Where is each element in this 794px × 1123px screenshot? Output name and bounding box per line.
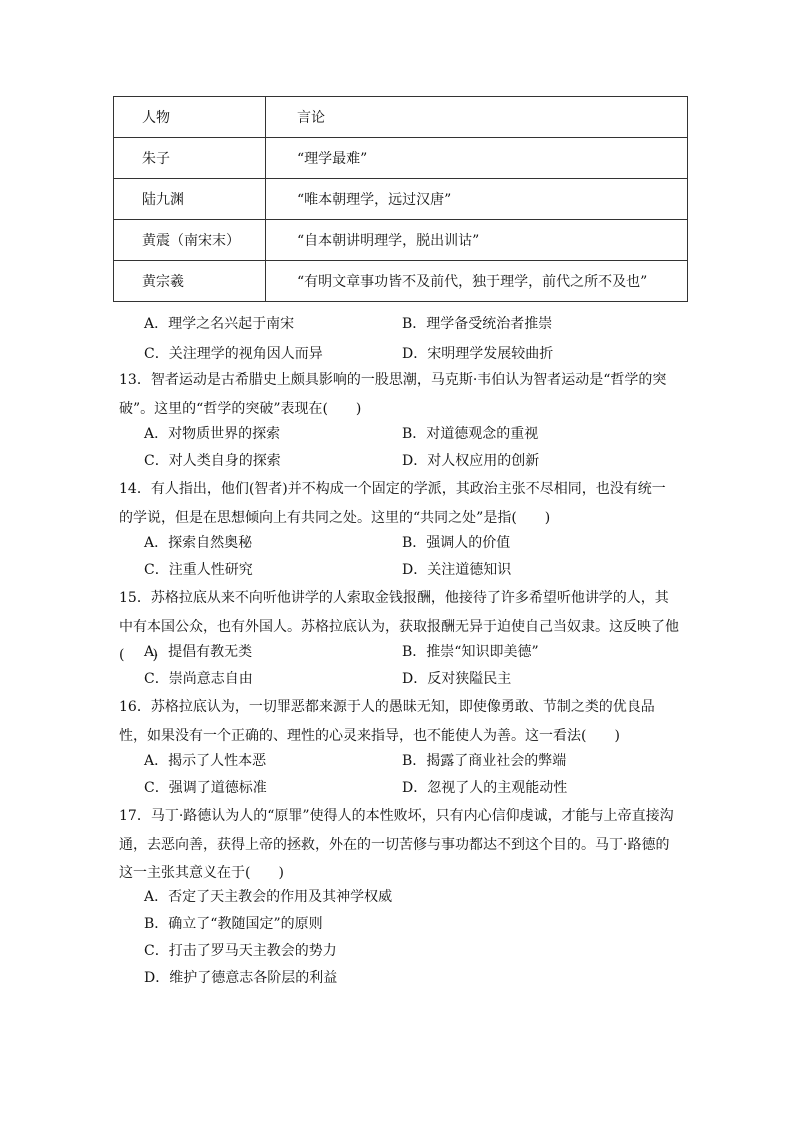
q12-option-a[interactable]: A．理学之名兴起于南宋 (144, 316, 295, 332)
q16-option-d[interactable]: D．忽视了人的主观能动性 (402, 780, 568, 796)
quote-table (113, 96, 688, 302)
q17-option-d[interactable]: D．维护了德意志各阶层的利益 (144, 970, 338, 986)
q13-option-c[interactable]: C．对人类自身的探索 (144, 453, 281, 469)
table-cell-quote: “唯本朝理学，远过汉唐” (266, 179, 688, 220)
q15-stem: 15．苏格拉底从来不向听他讲学的人索取金钱报酬，他接待了许多希望听他讲学的人，其中有本国公众，也有外国人。苏格拉底认为，获取报酬无异于迫使自己当奴隶。这反映了他( ) (119, 590, 679, 663)
table-cell-person: 黄宗羲 (114, 261, 266, 302)
table-cell-quote: “理学最难” (266, 138, 688, 179)
q16-option-c[interactable]: C．强调了道德标准 (144, 780, 267, 796)
q16-stem: 16．苏格拉底认为，一切罪恶都来源于人的愚昧无知，即使像勇敢、节制之类的优良品性，如果没有一个正确的、理性的心灵来指导，也不能使人为善。这一看法( ) (119, 699, 655, 744)
q15-option-d[interactable]: D．反对狭隘民主 (402, 671, 512, 687)
table-header-row (114, 97, 688, 138)
q14-option-c[interactable]: C．注重人性研究 (144, 562, 253, 578)
q12-option-b[interactable]: B．理学备受统治者推崇 (402, 316, 553, 332)
table-cell-person: 朱子 (114, 138, 266, 179)
q14-option-d[interactable]: D．关注道德知识 (402, 562, 512, 578)
q15-option-c[interactable]: C．崇尚意志自由 (144, 671, 253, 687)
q16-option-a[interactable]: A．揭示了人性本恶 (144, 753, 267, 769)
q16-option-b[interactable]: B．揭露了商业社会的弊端 (402, 753, 567, 769)
table-header-cell: 言论 (266, 97, 688, 138)
q13-option-b[interactable]: B．对道德观念的重视 (402, 426, 539, 442)
table-cell-person: 陆九渊 (114, 179, 266, 220)
table-row (114, 261, 688, 302)
q15-option-a[interactable]: A．提倡有教无类 (144, 644, 253, 660)
table-cell-quote: “自本朝讲明理学，脱出训诂” (266, 220, 688, 261)
q13-option-a[interactable]: A．对物质世界的探索 (144, 426, 281, 442)
q12-option-c[interactable]: C．关注理学的视角因人而异 (144, 346, 323, 362)
table-cell-quote: “有明文章事功皆不及前代，独于理学，前代之所不及也” (266, 261, 688, 302)
q17-stem: 17．马丁·路德认为人的“原罪”使得人的本性败坏，只有内心信仰虔诚，才能与上帝直接沟通，去恶向善，获得上帝的拯救，外在的一切苦修与事功都达不到这个目的。马丁·路德的这一主张其意义在于( ) (119, 808, 674, 881)
q13-option-d[interactable]: D．对人权应用的创新 (402, 453, 540, 469)
q13-stem: 13．智者运动是古希腊史上颇具影响的一股思潮，马克斯·韦伯认为智者运动是“哲学的突破”。这里的“哲学的突破”表现在( ) (119, 372, 667, 417)
q17-option-a[interactable]: A．否定了天主教会的作用及其神学权威 (144, 889, 393, 905)
q15-option-b[interactable]: B．推崇“知识即美德” (402, 644, 539, 660)
table-cell-person: 黄震（南宋末） (114, 220, 266, 261)
q14-option-b[interactable]: B．强调人的价值 (402, 535, 511, 551)
q14-stem: 14．有人指出，他们(智者)并不构成一个固定的学派，其政治主张不尽相同，也没有统一的学说，但是在思想倾向上有共同之处。这里的“共同之处”是指( ) (119, 481, 666, 526)
q17-option-c[interactable]: C．打击了罗马天主教会的势力 (144, 943, 337, 959)
table-row (114, 138, 688, 179)
q12-option-d[interactable]: D．宋明理学发展较曲折 (402, 346, 554, 362)
table-header-cell: 人物 (114, 97, 266, 138)
q14-option-a[interactable]: A．探索自然奥秘 (144, 535, 253, 551)
table-row (114, 179, 688, 220)
q17-option-b[interactable]: B．确立了“教随国定”的原则 (144, 916, 323, 932)
table-row (114, 220, 688, 261)
